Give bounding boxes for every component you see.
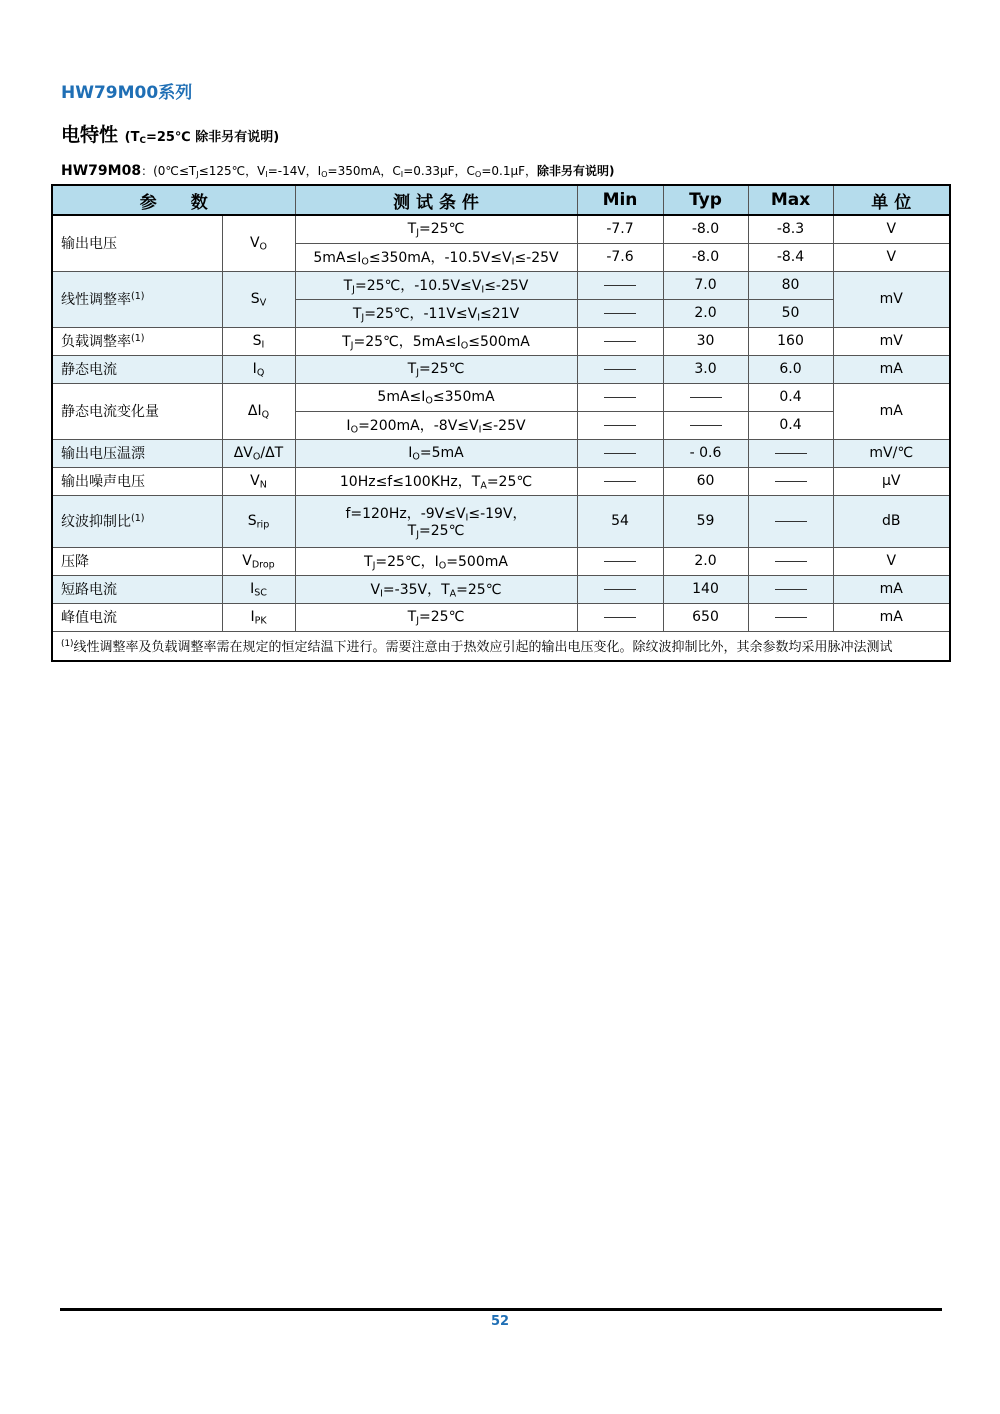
param-symbol: $S_I$	[222, 327, 295, 355]
typ-value: -8.0	[663, 243, 748, 271]
typ-value: 140	[663, 575, 748, 603]
typ-value: 3.0	[663, 355, 748, 383]
unit-value: mA	[833, 355, 950, 383]
typ-value: 7.0	[663, 271, 748, 299]
section-title: 电特性 ($T_C=25℃$ 除非另有说明)	[61, 124, 280, 147]
test-condition: $T_J=25℃$	[295, 215, 577, 243]
param-symbol: $S_V$	[222, 271, 295, 327]
param-name: 压降	[52, 547, 222, 575]
dash-mark	[775, 453, 807, 454]
dash-mark	[775, 561, 807, 562]
typ-value	[663, 383, 748, 411]
test-condition-line: HW79M08：($0℃\le T_J\le 125℃$，$V_I=-14V$，$I_O=350mA$，$C_I=0.33\mu F$，$C_O=0.1\mu F$，除非另有说明)	[61, 163, 615, 180]
typ-value: 60	[663, 467, 748, 495]
table-row	[52, 467, 950, 495]
max-value: 0.4	[748, 383, 833, 411]
min-value: -7.7	[577, 215, 663, 243]
table-row	[52, 327, 950, 355]
unit-value: V	[833, 243, 950, 271]
dash-mark	[690, 397, 722, 398]
param-name: 输出电压温漂	[52, 439, 222, 467]
typ-value: 2.0	[663, 299, 748, 327]
param-name: 短路电流	[52, 575, 222, 603]
dash-mark	[775, 617, 807, 618]
max-value: 6.0	[748, 355, 833, 383]
param-name: 负载调整率$^{(1)}$	[52, 327, 222, 355]
min-value	[577, 603, 663, 631]
typ-value: 2.0	[663, 547, 748, 575]
unit-value: mV	[833, 271, 950, 327]
series-title: HW79M00系列	[61, 83, 193, 103]
table-row	[52, 547, 950, 575]
min-value	[577, 299, 663, 327]
section-condition: ($T_C=25℃$ 除非另有说明)	[124, 130, 280, 147]
model-name: HW79M08	[61, 163, 142, 179]
table-row	[52, 575, 950, 603]
test-condition: f=120Hz，$-9V\le V_I\le-19V$， $T_J=25℃$	[295, 495, 577, 547]
dash-mark	[775, 589, 807, 590]
param-name: 输出噪声电压	[52, 467, 222, 495]
unit-value: dB	[833, 495, 950, 547]
table-row	[52, 355, 950, 383]
test-condition: $I_O=5mA$	[295, 439, 577, 467]
unit-value: mA	[833, 383, 950, 439]
test-condition: $T_J=25℃$，$I_O=500mA$	[295, 547, 577, 575]
typ-value: -8.0	[663, 215, 748, 243]
param-name: 纹波抑制比$^{(1)}$	[52, 495, 222, 547]
param-symbol: $\Delta V_O/\Delta T$	[222, 439, 295, 467]
table-row	[52, 271, 950, 299]
header-unit: 单 位	[833, 185, 950, 215]
page-number: 52	[490, 1314, 510, 1329]
max-value: 0.4	[748, 411, 833, 439]
param-symbol: $\Delta I_Q$	[222, 383, 295, 439]
unit-value: μV	[833, 467, 950, 495]
typ-value	[663, 411, 748, 439]
test-condition: $T_J=25℃$，$-10.5V\le V_I\le-25V$	[295, 271, 577, 299]
dash-mark	[604, 397, 636, 398]
electrical-characteristics-table	[51, 184, 951, 662]
max-value	[748, 575, 833, 603]
test-condition: $I_O=200mA$，$-8V\le V_I\le-25V$	[295, 411, 577, 439]
test-condition: $V_I=-35V$，$T_A=25℃$	[295, 575, 577, 603]
dash-mark	[775, 521, 807, 522]
dash-mark	[604, 313, 636, 314]
param-symbol: $I_{PK}$	[222, 603, 295, 631]
typ-value: 650	[663, 603, 748, 631]
min-value: -7.6	[577, 243, 663, 271]
min-value	[577, 327, 663, 355]
test-condition: $T_J=25℃$，$-11V\le V_I\le 21V$	[295, 299, 577, 327]
param-symbol: $I_Q$	[222, 355, 295, 383]
unit-value: mA	[833, 603, 950, 631]
param-symbol: $V_{Drop}$	[222, 547, 295, 575]
header-max: Max	[748, 185, 833, 215]
max-value	[748, 467, 833, 495]
max-value: 80	[748, 271, 833, 299]
unit-value: mA	[833, 575, 950, 603]
test-condition: $5mA\le I_O\le 350mA$	[295, 383, 577, 411]
dash-mark	[604, 341, 636, 342]
test-condition: 10Hz≤f≤100KHz，$T_A=25℃$	[295, 467, 577, 495]
table-row	[52, 383, 950, 411]
header-min: Min	[577, 185, 663, 215]
table-footnote: $^{(1)}$线性调整率及负载调整率需在规定的恒定结温下进行。需要注意由于热效应引起的输出电压变化。除纹波抑制比外，其余参数均采用脉冲法测试	[52, 631, 950, 661]
typ-value: 30	[663, 327, 748, 355]
dash-mark	[604, 589, 636, 590]
param-symbol: $V_O$	[222, 215, 295, 271]
max-value	[748, 495, 833, 547]
test-condition: $T_J=25℃$	[295, 355, 577, 383]
min-value	[577, 355, 663, 383]
table-row	[52, 495, 950, 547]
min-value	[577, 575, 663, 603]
header-typ: Typ	[663, 185, 748, 215]
table-row	[52, 603, 950, 631]
max-value: 160	[748, 327, 833, 355]
dash-mark	[604, 285, 636, 286]
param-symbol: $I_{SC}$	[222, 575, 295, 603]
max-value	[748, 603, 833, 631]
test-condition: $T_J=25℃$	[295, 603, 577, 631]
unit-value: mV	[833, 327, 950, 355]
typ-value: 59	[663, 495, 748, 547]
param-name: 峰值电流	[52, 603, 222, 631]
dash-mark	[604, 369, 636, 370]
max-value: -8.3	[748, 215, 833, 243]
max-value: -8.4	[748, 243, 833, 271]
dash-mark	[604, 617, 636, 618]
min-value	[577, 411, 663, 439]
table-note-row	[52, 631, 950, 661]
min-value	[577, 439, 663, 467]
table-row	[52, 215, 950, 243]
table-row	[52, 439, 950, 467]
table-header-row	[52, 185, 950, 215]
dash-mark	[604, 453, 636, 454]
min-value	[577, 547, 663, 575]
dash-mark	[604, 561, 636, 562]
min-value	[577, 467, 663, 495]
dash-mark	[690, 425, 722, 426]
param-symbol: $V_N$	[222, 467, 295, 495]
min-value: 54	[577, 495, 663, 547]
min-value	[577, 383, 663, 411]
header-param: 参 数	[52, 185, 295, 215]
param-name: 输出电压	[52, 215, 222, 271]
max-value: 50	[748, 299, 833, 327]
unit-value: V	[833, 547, 950, 575]
unit-value: mV/℃	[833, 439, 950, 467]
param-name: 静态电流	[52, 355, 222, 383]
param-name: 线性调整率$^{(1)}$	[52, 271, 222, 327]
footer-divider	[60, 1308, 942, 1311]
dash-mark	[775, 481, 807, 482]
header-condition: 测 试 条 件	[295, 185, 577, 215]
test-condition: $5mA\le I_O\le 350mA$，$-10.5V\le V_I\le-25V$	[295, 243, 577, 271]
param-name: 静态电流变化量	[52, 383, 222, 439]
max-value	[748, 439, 833, 467]
dash-mark	[604, 481, 636, 482]
dash-mark	[604, 425, 636, 426]
min-value	[577, 271, 663, 299]
param-symbol: $S_{rip}$	[222, 495, 295, 547]
test-condition: $T_J=25℃$，$5mA\le I_O\le 500mA$	[295, 327, 577, 355]
max-value	[748, 547, 833, 575]
unit-value: V	[833, 215, 950, 243]
typ-value: - 0.6	[663, 439, 748, 467]
